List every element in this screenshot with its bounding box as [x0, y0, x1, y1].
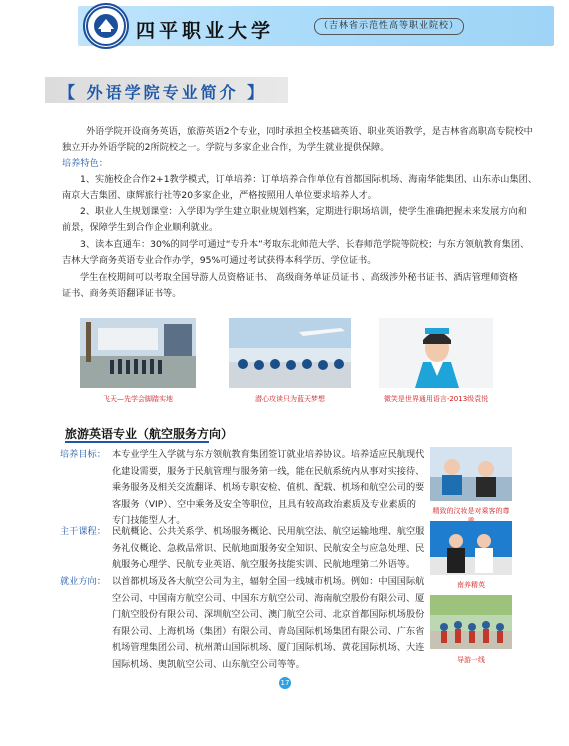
- photo-students-marching: [80, 318, 196, 388]
- jobs-line-2: 空公司、中国南方航空公司、中国东方航空公司、海南航空股份有限公司、厦: [112, 593, 425, 604]
- photo-stewardess-smile: [379, 318, 493, 388]
- header-subtitle: （吉林省示范性高等职业院校）: [314, 18, 464, 35]
- courses-line-3: 航服务心理学、民航专业英语、航空服务技能实训、民航地理第二外语等。: [112, 559, 416, 570]
- college-logo-icon: [83, 3, 129, 49]
- jobs-line-1: 以首都机场及各大航空公司为主，辐射全国一线城市机场。例如：中国国际航: [112, 576, 425, 587]
- feature-2-line-1: 2、职业人生规划课堂：入学即为学生建立职业规划档案，定期进行职场培训，使学生准确把握未来发展方向和: [80, 206, 527, 217]
- courses-line-1: 民航概论、公共关系学、机场服务概论、民用航空法、航空运输地理、航空服: [112, 526, 425, 537]
- goal-line-1: 本专业学生入学就与东方领航教育集团签订就业培养协议。培养适应民航现代: [112, 449, 425, 460]
- page-number: 17: [280, 679, 290, 687]
- goal-line-2: 化建设需要，服务于民航管理与服务第一线，能在民航系统内从事对实接待、: [112, 466, 425, 477]
- side-caption-2: 南养精英: [457, 581, 485, 589]
- photo-tour-guide: [430, 595, 512, 649]
- section-title: 【 外语学院专业简介 】: [59, 83, 267, 102]
- photo-elites: [430, 521, 512, 575]
- section-title-banner: [45, 77, 288, 103]
- header-title: 四平职业大学: [136, 20, 275, 42]
- goal-line-5: 专门技能型人才。: [112, 515, 186, 526]
- feature-3-line-1: 3、读本直通车：30%的同学可通过“专升本”考取东北师范大学、长春师范学院等院校；与东方领航教育集团、: [80, 239, 530, 250]
- feature-1-line-1: 1、实施校企合作2+1教学模式，订单培养：订单培养合作单位有首都国际机场、海南华能集团、山东赤山集团、: [80, 174, 538, 185]
- goal-label: 培养目标：: [60, 449, 106, 460]
- photo-caption-3: 微笑是世界通用语言-2013级袁悦: [383, 395, 489, 403]
- certificates-line-1: 学生在校期间可以考取全国导游人员资格证书、 高级商务单证员证书 、高级涉外秘书证书、酒店管理师资格: [80, 272, 518, 283]
- goal-line-3: 乘务服务及相关交流翻译、机场专职安检、值机、配载、机场和航空公司的要: [112, 482, 425, 493]
- certificates-line-2: 证书、商务英语翻译证书等。: [62, 288, 182, 299]
- jobs-label: 就业方向：: [60, 576, 106, 587]
- intro-line-2: 独立开办外语学院的2所院校之一。学院与多家企业合作，为学生就业提供保障。: [62, 142, 390, 153]
- jobs-line-4: 有限公司、上海机场（集团）有限公司、青岛国际机场集团有限公司、广东省: [112, 626, 425, 637]
- tourism-title-underline: [65, 441, 209, 443]
- photo-makeup: [430, 447, 512, 501]
- photo-classroom: [229, 318, 351, 388]
- jobs-line-5: 机场管理集团公司、杭州萧山国际机场、厦门国际机场、黄花国际机场、大连: [112, 642, 425, 653]
- goal-line-4: 客服务（VIP）、空中乘务及安全等职位，且具有较高政治素质及专业素质的: [112, 499, 416, 510]
- photo-caption-2: 潜心攻读只为蓝天梦想: [255, 395, 325, 403]
- features-heading: 培养特色：: [62, 158, 108, 169]
- photo-caption-1: 飞天—先学会脚踏实地: [103, 395, 173, 403]
- feature-1-line-2: 南京大吉集团、康辉旅行社等20多家企业，严格按照用人单位要求培养人才。: [62, 190, 377, 201]
- side-caption-1: 精致的汶妆是对乘客的尊: [432, 507, 510, 515]
- side-caption-3: 导游一线: [457, 656, 485, 664]
- header-banner: [78, 6, 554, 46]
- feature-2-line-2: 前景，保障学生到合作企业顺利就业。: [62, 222, 219, 233]
- courses-line-2: 务礼仪概论、急救品常识、民航地面服务安全知识、民航安全与应急处理、民: [112, 543, 425, 554]
- jobs-line-6: 国际机场、奥凯航空公司、山东航空公司等等。: [112, 659, 305, 670]
- tourism-section-title: 旅游英语专业（航空服务方向）: [65, 427, 234, 441]
- jobs-line-3: 门航空股份有限公司、深圳航空公司、澳门航空公司、北京首都国际机场股份: [112, 609, 425, 620]
- feature-3-line-2: 吉林大学商务英语专业合作办学，95%可通过考试获得本科学历、学位证书。: [62, 255, 377, 266]
- courses-label: 主干课程：: [60, 526, 106, 537]
- intro-line-1: 外语学院开设商务英语，旅游英语2个专业，同时承担全校基础英语、职业英语教学，是吉林省高职高专院校中: [86, 126, 533, 137]
